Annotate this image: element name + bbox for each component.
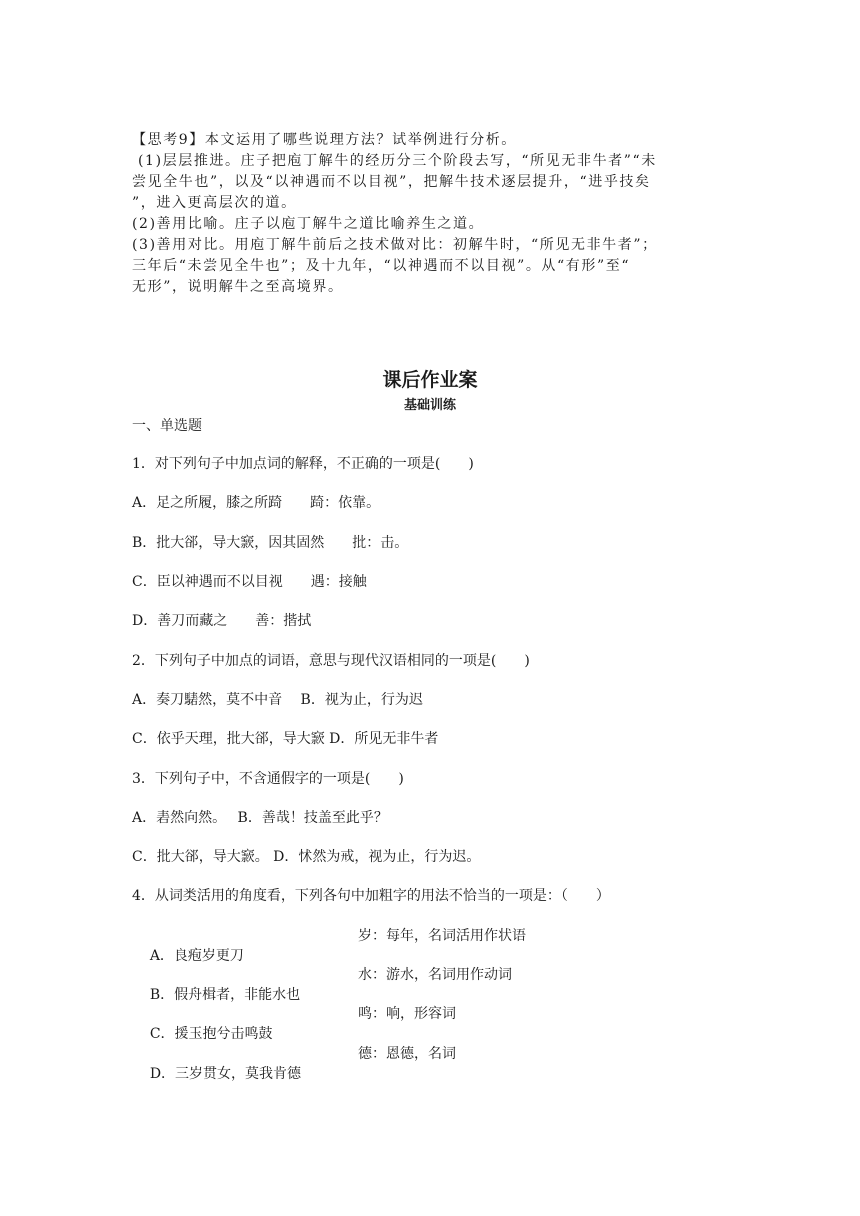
q3-options-ab: A．砉然向然。 B．善哉！技盖至此乎？ [132,810,388,826]
q4-option-b-text: B．假舟楫者，非能水也 [149,987,301,1003]
q1-option-b: B．批大郤，导大窾，因其固然 批：击。 [132,535,409,551]
q4-option-a-note: 岁：每年，名词活用作状语 [358,928,526,944]
think9-block [132,130,732,298]
q2-options-cd: C．依乎天理，批大郤，导大窾 D．所见无非牛者 [132,731,439,747]
q4-option-c-text: C．援玉抱兮击鸣鼓 [149,1026,273,1042]
think9-point3-line1: (3)善用对比。用庖丁解牛前后之技术做对比：初解牛时，“所见无非牛者”； [132,237,658,253]
think9-heading: 【思考9】本文运用了哪些说理方法？试举例进行分析。 [132,132,517,148]
think9-point1-line2: 尝见全牛也”，以及“以神遇而不以目视”，把解牛技术逐层提升，“进乎技矣 [132,174,651,190]
think9-point3-line2: 三年后“未尝见全牛也”；及十九年，“以神遇而不以目视”。从“有形”至“ [132,258,631,274]
q4-option-a-text: A．良疱岁更刀 [149,948,244,964]
q1-stem: 1．对下列句子中加点词的解释，不正确的一项是( ) [132,456,474,472]
homework-title: 课后作业案 [382,369,478,391]
q4-option-d [132,1044,456,1124]
q1-option-d: D．善刀而藏之 善：揩拭 [132,613,312,629]
q1-option-a: A．足之所履，膝之所踦 踦：依靠。 [132,495,381,511]
q2-options-ab: A．奏刀騞然，莫不中音 B．视为止，行为迟 [132,692,423,708]
q2-stem: 2．下列句子中加点的词语，意思与现代汉语相同的一项是( ) [132,653,530,669]
think9-point1-line1: (1)层层推进。庄子把庖丁解牛的经历分三个阶段去写，“所见无非牛者”“未 [138,153,657,169]
q4-stem: 4．从词类活用的角度看，下列各句中加粗字的用法不恰当的一项是：（ ） [132,888,610,904]
think9-point1-line3: ”，进入更高层次的道。 [132,195,297,211]
q1-option-c: C．臣以神遇而不以目视 遇：接触 [132,574,367,590]
q4-option-b-note: 水：游水，名词用作动词 [358,967,512,983]
think9-point3-line3: 无形”，说明解牛之至高境界。 [132,279,344,295]
q3-stem: 3．下列句子中，不含通假字的一项是( ) [132,771,404,787]
section-heading: 一、单选题 [132,418,202,434]
think9-point2: (2)善用比喻。庄子以庖丁解牛之道比喻养生之道。 [132,216,485,232]
homework-subtitle: 基础训练 [403,398,456,413]
q4-option-c-note: 鸣：响，形容词 [358,1006,456,1022]
q4-option-d-note: 德：恩德，名词 [358,1046,456,1062]
q3-options-cd: C．批大郤，导大窾。 D．怵然为戒，视为止，行为迟。 [132,849,481,865]
q4-option-d-text: D．三岁贯女，莫我肯德 [149,1066,302,1082]
